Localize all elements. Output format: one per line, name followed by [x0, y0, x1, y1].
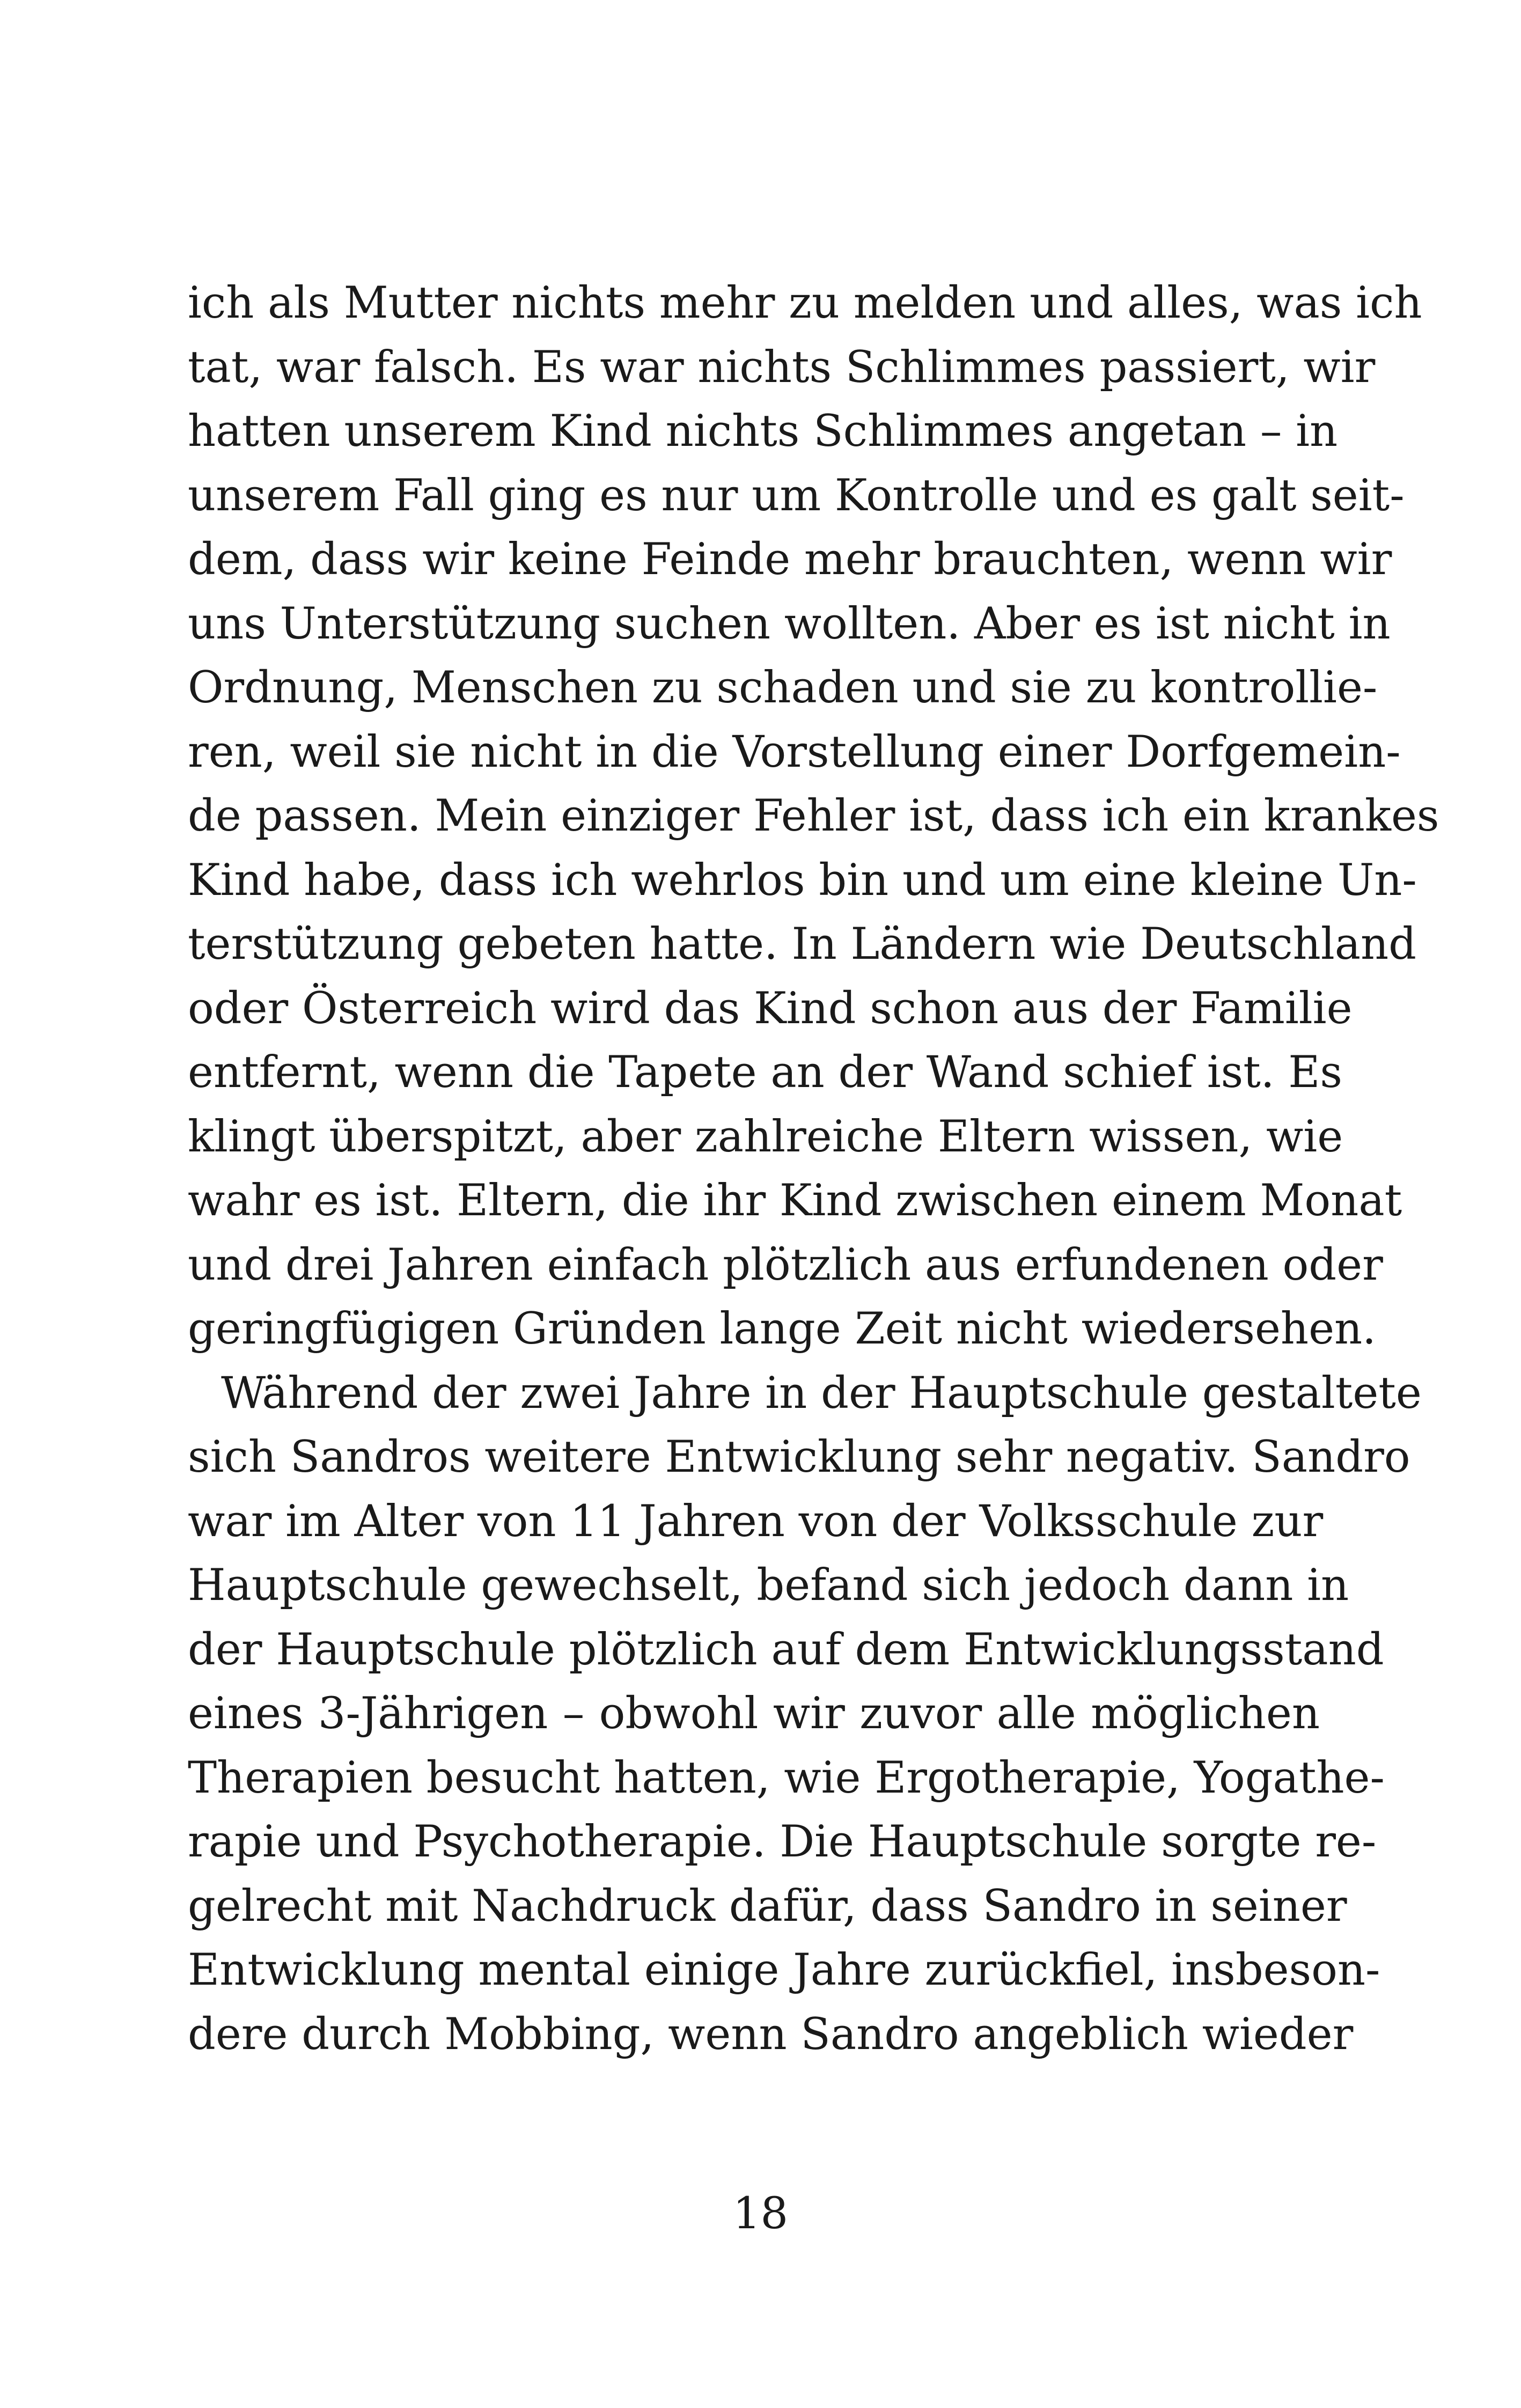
text-line: ren, weil sie nicht in die Vorstellung einer Dorfgemein- — [188, 726, 1401, 777]
page-number: 18 — [732, 2189, 789, 2239]
text-line: Entwicklung mental einige Jahre zurückfiel, insbeson- — [188, 1945, 1380, 1995]
text-line: war im Alter von 11 Jahren von der Volksschule zur — [188, 1496, 1324, 1547]
text-line: der Hauptschule plötzlich auf dem Entwicklungsstand — [188, 1624, 1384, 1675]
text-line: terstützung gebeten hatte. In Ländern wie Deutschland — [188, 919, 1417, 970]
text-line: de passen. Mein einziger Fehler ist, dass ich ein krankes — [188, 791, 1439, 841]
paragraph-1 — [188, 271, 1439, 1362]
text-line: unserem Fall ging es nur um Kontrolle und es galt seit- — [188, 470, 1405, 521]
text-line: entfernt, wenn die Tapete an der Wand schief ist. Es — [188, 1047, 1342, 1098]
text-line: Ordnung, Menschen zu schaden und sie zu kontrollie- — [188, 663, 1378, 713]
paragraph-2 — [188, 1362, 1422, 2067]
text-line: Therapien besucht hatten, wie Ergotherapie, Yogathe- — [188, 1752, 1385, 1803]
text-line: ich als Mutter nichts mehr zu melden und alles, was ich — [188, 278, 1422, 328]
text-line: wahr es ist. Eltern, die ihr Kind zwischen einem Monat — [188, 1176, 1402, 1226]
text-line: oder Österreich wird das Kind schon aus der Familie — [188, 983, 1353, 1034]
text-line: sich Sandros weitere Entwicklung sehr negativ. Sandro — [188, 1432, 1410, 1482]
text-line: Hauptschule gewechselt, befand sich jedoch dann in — [188, 1560, 1349, 1611]
text-line: hatten unserem Kind nichts Schlimmes angetan – in — [188, 406, 1338, 457]
text-line: dere durch Mobbing, wenn Sandro angeblich wieder — [188, 2009, 1354, 2060]
text-line: dem, dass wir keine Feinde mehr brauchten, wenn wir — [188, 534, 1392, 585]
text-line: rapie und Psychotherapie. Die Hauptschule sorgte re- — [188, 1817, 1377, 1867]
text-line: eines 3-Jährigen – obwohl wir zuvor alle möglichen — [188, 1688, 1320, 1739]
text-line: uns Unterstützung suchen wollten. Aber es ist nicht in — [188, 598, 1391, 649]
text-line: tat, war falsch. Es war nichts Schlimmes passiert, wir — [188, 342, 1376, 393]
text-line: und drei Jahren einfach plötzlich aus erfundenen oder — [188, 1239, 1383, 1290]
text-line: Kind habe, dass ich wehrlos bin und um eine kleine Un- — [188, 855, 1417, 906]
text-line: Während der zwei Jahre in der Hauptschule gestaltete — [221, 1368, 1422, 1419]
text-line: gelrecht mit Nachdruck dafür, dass Sandro in seiner — [188, 1881, 1347, 1932]
text-line: geringfügigen Gründen lange Zeit nicht wiedersehen. — [188, 1304, 1376, 1354]
text-line: klingt überspitzt, aber zahlreiche Eltern wissen, wie — [188, 1111, 1343, 1162]
body-text — [188, 271, 1439, 2067]
